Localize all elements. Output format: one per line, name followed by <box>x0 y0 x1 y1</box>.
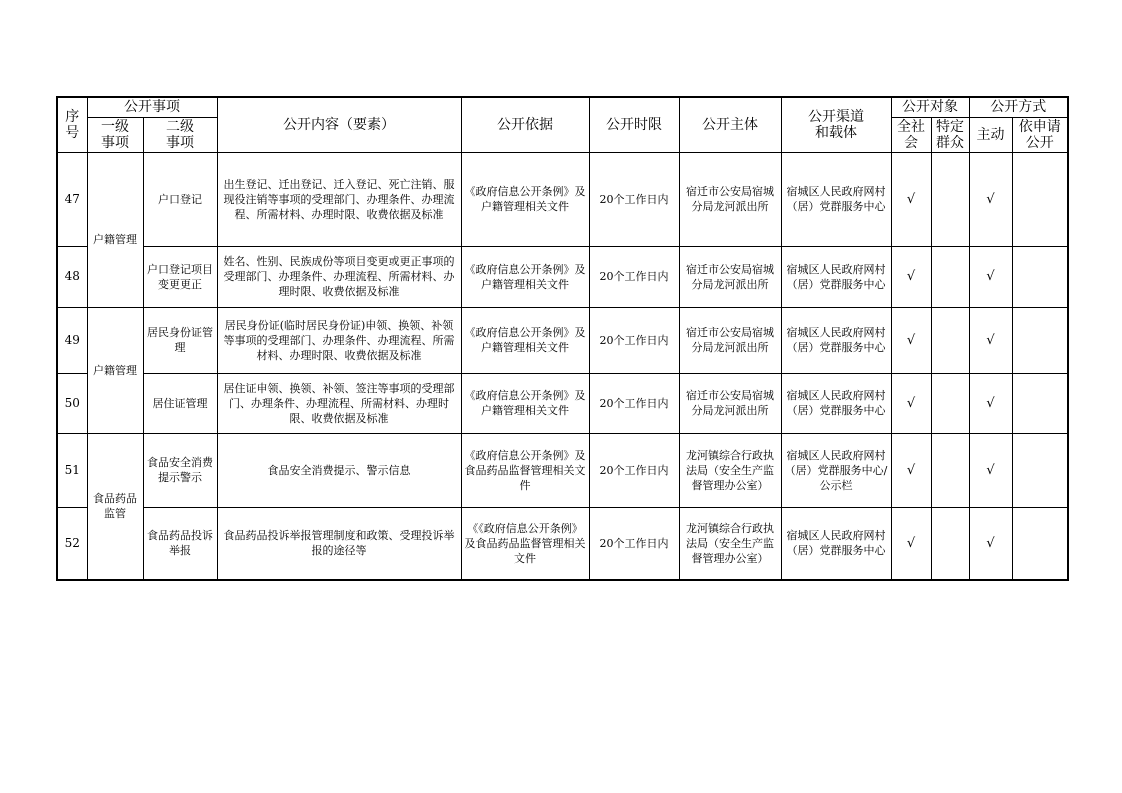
row-time-limit: 20个工作日内 <box>589 307 679 373</box>
row-method-active: √ <box>969 433 1012 507</box>
header-method-apply: 依申请公开 <box>1012 117 1068 152</box>
row-target-all: √ <box>891 246 931 307</box>
row-target-all: √ <box>891 433 931 507</box>
row-content: 居住证申领、换领、补领、签注等事项的受理部门、办理条件、办理流程、所需材料、办理时限、收费依据及标准 <box>217 373 461 433</box>
header-time-limit: 公开时限 <box>589 97 679 152</box>
row-subject: 宿迁市公安局宿城分局龙河派出所 <box>679 307 781 373</box>
row-basis: 《政府信息公开条例》及户籍管理相关文件 <box>461 307 589 373</box>
row-level2: 户口登记项目变更更正 <box>143 246 217 307</box>
header-method-active: 主动 <box>969 117 1012 152</box>
row-level2: 食品药品投诉举报 <box>143 507 217 580</box>
row-seq: 51 <box>57 433 87 507</box>
row-method-active: √ <box>969 152 1012 246</box>
row-time-limit: 20个工作日内 <box>589 152 679 246</box>
table-row <box>57 246 1068 307</box>
row-time-limit: 20个工作日内 <box>589 507 679 580</box>
row-target-specific <box>931 152 969 246</box>
disclosure-table-page <box>56 96 1067 581</box>
table-body <box>57 152 1068 580</box>
row-content: 姓名、性别、民族成份等项目变更或更正事项的受理部门、办理条件、办理流程、所需材料、办理时限、收费依据及标准 <box>217 246 461 307</box>
row-method-apply <box>1012 433 1068 507</box>
row-content: 出生登记、迁出登记、迁入登记、死亡注销、服现役注销等事项的受理部门、办理条件、办理流程、所需材料、办理时限、收费依据及标准 <box>217 152 461 246</box>
row-method-apply <box>1012 246 1068 307</box>
header-target-all: 全社会 <box>891 117 931 152</box>
table-row <box>57 373 1068 433</box>
row-level1: 户籍管理 <box>87 152 143 307</box>
header-seq: 序号 <box>57 97 87 152</box>
table-row <box>57 433 1068 507</box>
row-channel: 宿城区人民政府网村（居）党群服务中心 <box>781 152 891 246</box>
header-level2: 二级事项 <box>143 117 217 152</box>
header-target-specific: 特定群众 <box>931 117 969 152</box>
row-seq: 52 <box>57 507 87 580</box>
row-method-active: √ <box>969 246 1012 307</box>
row-target-all: √ <box>891 152 931 246</box>
row-target-specific <box>931 307 969 373</box>
table-row <box>57 152 1068 246</box>
row-method-apply <box>1012 373 1068 433</box>
row-level1: 户籍管理 <box>87 307 143 433</box>
row-channel: 宿城区人民政府网村（居）党群服务中心 <box>781 307 891 373</box>
row-level2: 居住证管理 <box>143 373 217 433</box>
row-seq: 48 <box>57 246 87 307</box>
header-method-group: 公开方式 <box>969 97 1068 117</box>
row-subject: 宿迁市公安局宿城分局龙河派出所 <box>679 373 781 433</box>
row-target-specific <box>931 433 969 507</box>
row-target-specific <box>931 507 969 580</box>
row-time-limit: 20个工作日内 <box>589 373 679 433</box>
row-seq: 49 <box>57 307 87 373</box>
row-level1: 食品药品监管 <box>87 433 143 580</box>
row-target-all: √ <box>891 307 931 373</box>
row-subject: 宿迁市公安局宿城分局龙河派出所 <box>679 246 781 307</box>
row-method-active: √ <box>969 373 1012 433</box>
row-basis: 《政府信息公开条例》及户籍管理相关文件 <box>461 152 589 246</box>
row-level2: 食品安全消费提示警示 <box>143 433 217 507</box>
row-method-apply <box>1012 507 1068 580</box>
disclosure-table <box>56 96 1069 581</box>
row-channel: 宿城区人民政府网村（居）党群服务中心 <box>781 373 891 433</box>
row-method-apply <box>1012 152 1068 246</box>
row-channel: 宿城区人民政府网村（居）党群服务中心 <box>781 246 891 307</box>
row-method-active: √ <box>969 507 1012 580</box>
row-method-active: √ <box>969 307 1012 373</box>
header-item-group: 公开事项 <box>87 97 217 117</box>
row-basis: 《政府信息公开条例》及户籍管理相关文件 <box>461 246 589 307</box>
table-header <box>57 97 1068 152</box>
row-seq: 50 <box>57 373 87 433</box>
row-channel: 宿城区人民政府网村（居）党群服务中心 <box>781 507 891 580</box>
row-seq: 47 <box>57 152 87 246</box>
row-target-specific <box>931 246 969 307</box>
row-basis: 《《政府信息公开条例》及食品药品监督管理相关文件 <box>461 507 589 580</box>
row-subject: 龙河镇综合行政执法局（安全生产监督管理办公室） <box>679 507 781 580</box>
row-time-limit: 20个工作日内 <box>589 433 679 507</box>
row-target-all: √ <box>891 507 931 580</box>
header-target-group: 公开对象 <box>891 97 969 117</box>
header-basis: 公开依据 <box>461 97 589 152</box>
row-method-apply <box>1012 307 1068 373</box>
header-channel: 公开渠道和载体 <box>781 97 891 152</box>
row-target-specific <box>931 373 969 433</box>
row-content: 居民身份证(临时居民身份证)申领、换领、补领等事项的受理部门、办理条件、办理流程、所需材料、办理时限、收费依据及标准 <box>217 307 461 373</box>
table-row <box>57 507 1068 580</box>
row-level2: 户口登记 <box>143 152 217 246</box>
row-content: 食品药品投诉举报管理制度和政策、受理投诉举报的途径等 <box>217 507 461 580</box>
table-row <box>57 307 1068 373</box>
header-level1: 一级事项 <box>87 117 143 152</box>
row-level2: 居民身份证管理 <box>143 307 217 373</box>
row-content: 食品安全消费提示、警示信息 <box>217 433 461 507</box>
row-channel: 宿城区人民政府网村（居）党群服务中心/公示栏 <box>781 433 891 507</box>
header-content: 公开内容（要素） <box>217 97 461 152</box>
row-target-all: √ <box>891 373 931 433</box>
row-subject: 龙河镇综合行政执法局（安全生产监督管理办公室） <box>679 433 781 507</box>
row-time-limit: 20个工作日内 <box>589 246 679 307</box>
row-subject: 宿迁市公安局宿城分局龙河派出所 <box>679 152 781 246</box>
header-subject: 公开主体 <box>679 97 781 152</box>
row-basis: 《政府信息公开条例》及食品药品监督管理相关文件 <box>461 433 589 507</box>
row-basis: 《政府信息公开条例》及户籍管理相关文件 <box>461 373 589 433</box>
